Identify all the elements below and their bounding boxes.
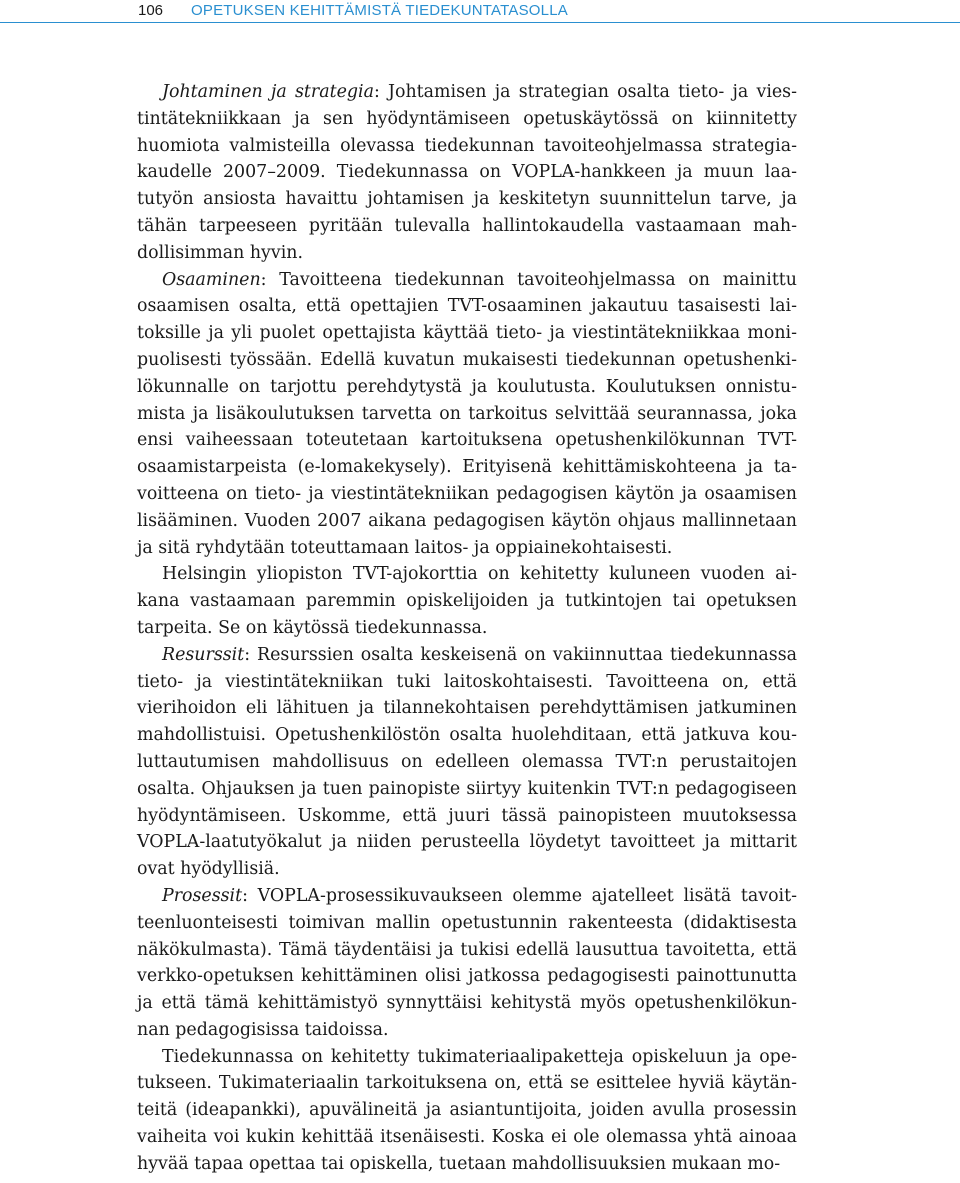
paragraph-text: : Johtamisen ja strategian osalta tieto- ja viestintätekniikkaan ja sen hyödyntämiseen opetuskäytössä on kiinnitetty huomiota valmisteilla olevassa tiedekunnan tavoiteohjelmassa strategiakaudelle 2007–2009. Tiedekunnassa on VOPLA-hankkeen ja muun laatutyön ansiosta havaittu johtamisen ja keskitetyn suunnittelun tarve, ja tähän tarpeeseen pyritään tulevalla hallintokaudella vastaamaan mahdollisimman hyvin.: [137, 82, 797, 263]
paragraph-tukimateriaali: [137, 1044, 797, 1178]
paragraph-text: : VOPLA-prosessikuvaukseen olemme ajatelleet lisätä tavoitteenluonteisesti toimivan mallin opetustunnin rakenteesta (didaktisesta näkökulmasta). Tämä täydentäisi ja tukisi edellä lausuttua tavoitetta, että verkko-opetuksen kehittäminen olisi jatkossa pedagogisesti painottunutta ja että tämä kehittämistyö synnyttäisi kehitystä myös opetushenkilökunnan pedagogisissa taidoissa.: [137, 885, 797, 1040]
running-head: OPETUKSEN KEHITTÄMISTÄ TIEDEKUNTATASOLLA: [191, 2, 568, 19]
paragraph-text: Tiedekunnassa on kehitetty tukimateriaalipaketteja opiskeluun ja opetukseen. Tukimateriaalin tarkoituksena on, että se esittelee hyviä käytänteitä (ideapankki), apuvälineitä ja asiantuntijoita, joiden avulla prosessin vaiheita voi kukin kehittää itsenäisesti. Koska ei ole olemassa yhtä ainoaa hyvää tapaa opettaa tai opiskella, tuetaan mahdollisuuksien mukaan mo-: [137, 1046, 797, 1174]
paragraph-osaaminen: [137, 267, 797, 562]
paragraph-text: : Tavoitteena tiedekunnan tavoiteohjelmassa on mainittu osaamisen osalta, että opettajien TVT-osaaminen jakautuu tasaisesti laitoksille ja yli puolet opettajista käyttää tieto- ja viestintätekniikkaa monipuolisesti työssään. Edellä kuvatun mukaisesti tiedekunnan opetushenkilökunnalle on tarjottu perehdytystä ja koulutusta. Koulutuksen onnistumista ja lisäkoulutuksen tarvetta on tarkoitus selvittää seurannassa, joka ensi vaiheessaan toteutetaan kartoituksena opetushenkilökunnan TVT-osaamistarpeista (e-lomakekysely). Erityisenä kehittämiskohteena ja tavoitteena on tieto- ja viestintätekniikan pedagogisen käytön ja osaamisen lisääminen. Vuoden 2007 aikana pedagogisen käytön ohjaus mallinnetaan ja sitä ryhdytään toteuttamaan laitos- ja oppiainekohtaisesti.: [137, 269, 797, 558]
page-header: [0, 0, 960, 23]
paragraph-johtaminen: [137, 79, 797, 267]
paragraph-resurssit: [137, 642, 797, 883]
paragraph-term: Osaaminen: [162, 269, 261, 290]
paragraph-term: Prosessit: [162, 885, 243, 906]
page-number: 106: [138, 2, 164, 19]
paragraph-prosessit: [137, 883, 797, 1044]
paragraph-term: Johtaminen ja strategia: [162, 82, 374, 102]
paragraph-text: Helsingin yliopiston TVT-ajokorttia on kehitetty kuluneen vuoden aikana vastaamaan paremmin opiskelijoiden ja tutkintojen tai opetuksen tarpeita. Se on käytössä tiedekunnassa.: [137, 564, 797, 638]
paragraph-term: Resurssit: [162, 644, 245, 665]
paragraph-tvt-ajokortti: [137, 561, 797, 641]
body-text: [137, 79, 797, 1178]
paragraph-text: : Resurssien osalta keskeisenä on vakiinnuttaa tiedekunnassa tieto- ja viestintätekniikan tuki laitoskohtaisesti. Tavoitteena on, että vierihoidon eli lähituen ja tilannekohtaisen perehdyttämisen jatkuminen mahdollistuisi. Opetushenkilöstön osalta huolehditaan, että jatkuva kouluttautumisen mahdollisuus on edelleen olemassa TVT:n perustaitojen osalta. Ohjauksen ja tuen painopiste siirtyy kuitenkin TVT:n pedagogiseen hyödyntämiseen. Uskomme, että juuri tässä painopisteen muutoksessa VOPLA-laatutyökalut ja niiden perusteella löydetyt tavoitteet ja mittarit ovat hyödyllisiä.: [137, 644, 797, 880]
